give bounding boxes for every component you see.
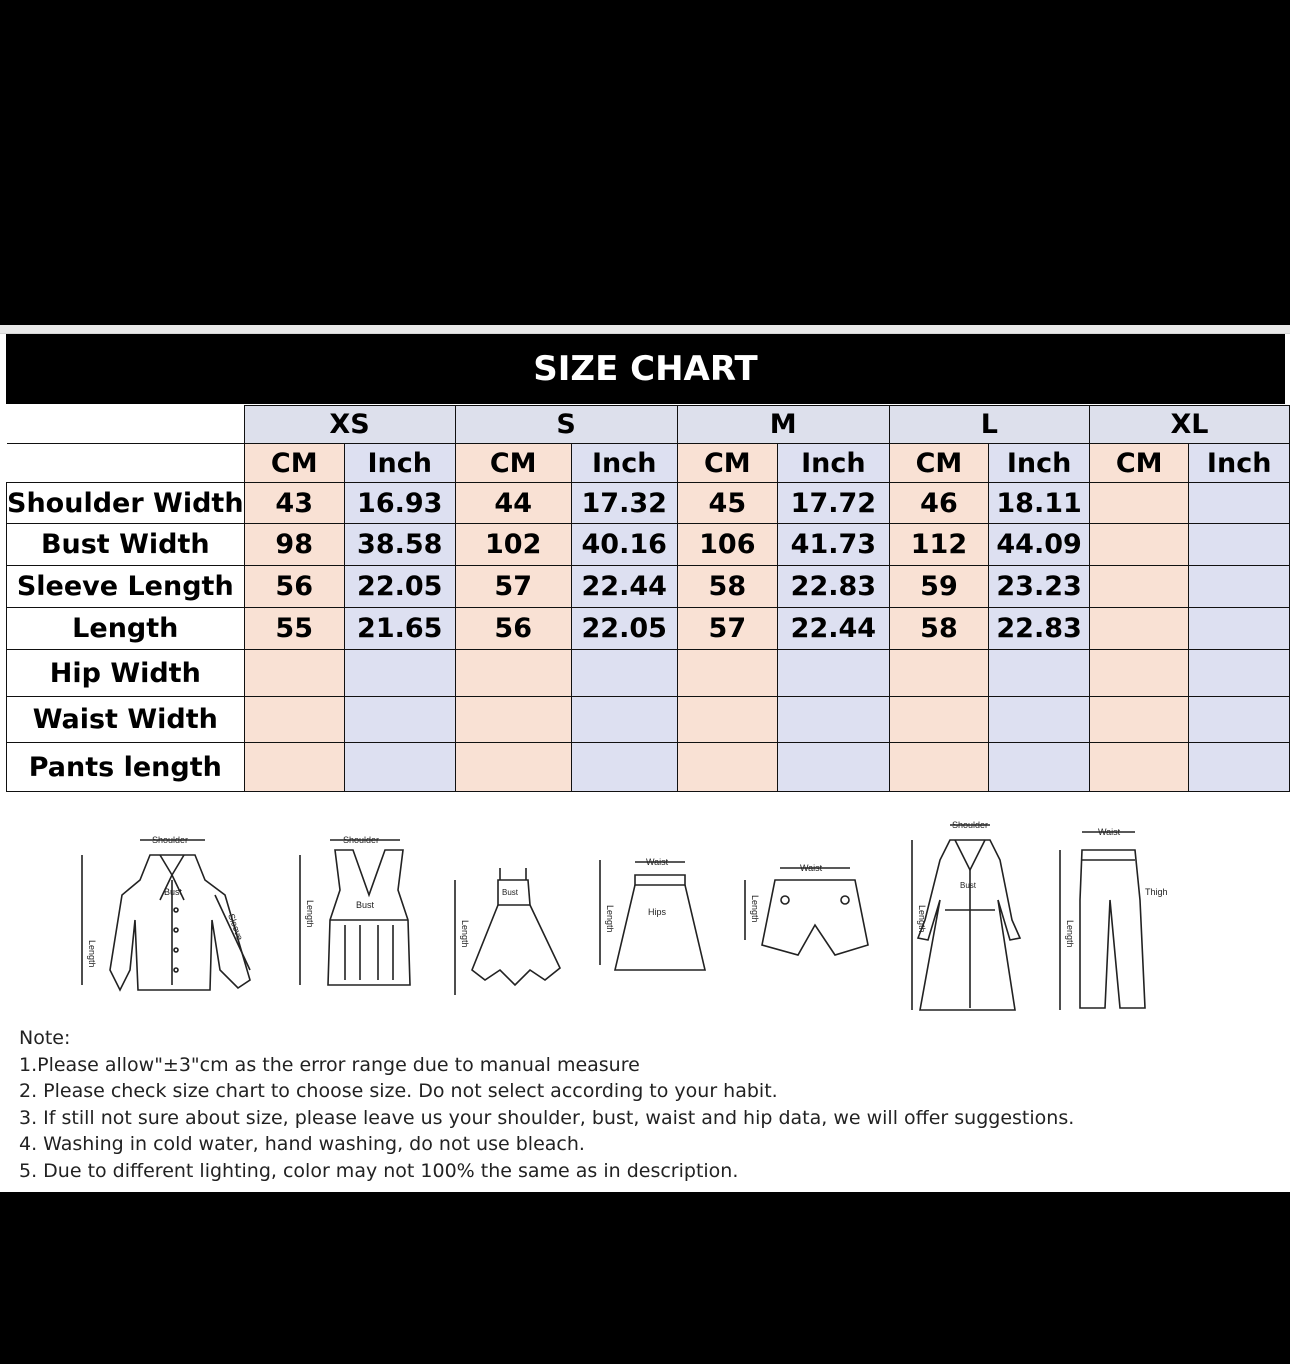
svg-text:Shoulder: Shoulder: [152, 835, 189, 845]
svg-text:Waist: Waist: [646, 857, 669, 867]
unit-inch: Inch: [344, 444, 455, 483]
value-inch-s: [571, 650, 677, 697]
value-cm-m: 57: [677, 608, 777, 650]
value-inch-xl: [1189, 608, 1290, 650]
value-cm-xl: [1090, 566, 1189, 608]
size-header-l: L: [889, 406, 1089, 444]
value-inch-s: 17.32: [571, 483, 677, 524]
value-inch-xs: [344, 697, 455, 743]
value-cm-l: 46: [889, 483, 988, 524]
value-inch-m: [778, 650, 890, 697]
value-cm-xl: [1090, 697, 1189, 743]
row-label: Hip Width: [7, 650, 245, 697]
unit-cm: CM: [1090, 444, 1189, 483]
skirt-diagram-icon: [600, 857, 705, 970]
unit-cm: CM: [455, 444, 571, 483]
note-item: 3. If still not sure about size, please leave us your shoulder, bust, waist and hip data, we will offer suggestions.: [19, 1106, 1075, 1129]
value-cm-m: 58: [677, 566, 777, 608]
value-inch-xl: [1189, 483, 1290, 524]
measurement-row: [7, 524, 1290, 566]
unit-cm: CM: [889, 444, 988, 483]
corner-cell: [7, 406, 245, 444]
unit-header-row: [7, 444, 1290, 483]
note-item: 4. Washing in cold water, hand washing, do not use bleach.: [19, 1133, 585, 1155]
value-inch-s: [571, 697, 677, 743]
value-cm-m: 45: [677, 483, 777, 524]
unit-cm: CM: [677, 444, 777, 483]
value-cm-s: [455, 650, 571, 697]
value-inch-m: [778, 743, 890, 792]
value-inch-m: 41.73: [778, 524, 890, 566]
svg-text:Length: Length: [1065, 920, 1075, 948]
value-inch-s: 22.44: [571, 566, 677, 608]
value-cm-xl: [1090, 608, 1189, 650]
size-header-row: [7, 406, 1290, 444]
value-inch-l: [989, 743, 1090, 792]
value-cm-s: [455, 697, 571, 743]
note-item: 5. Due to different lighting, color may not 100% the same as in description.: [19, 1159, 739, 1182]
unit-cm: CM: [244, 444, 344, 483]
svg-text:Length: Length: [460, 920, 470, 948]
value-cm-m: [677, 743, 777, 792]
value-cm-xs: [244, 650, 344, 697]
value-inch-xs: [344, 650, 455, 697]
size-chart-title: SIZE CHART: [6, 334, 1285, 404]
value-inch-xs: 16.93: [344, 483, 455, 524]
value-inch-xl: [1189, 650, 1290, 697]
value-inch-s: 22.05: [571, 608, 677, 650]
note-item: 2. Please check size chart to choose size. Do not select according to your habit.: [19, 1080, 778, 1102]
svg-text:Bust: Bust: [960, 881, 977, 890]
value-inch-l: 18.11: [989, 483, 1090, 524]
row-label: Length: [7, 608, 245, 650]
value-inch-l: 44.09: [989, 524, 1090, 566]
value-inch-m: [778, 697, 890, 743]
value-cm-m: 106: [677, 524, 777, 566]
note-item: 1.Please allow"±3"cm as the error range due to manual measure: [19, 1053, 640, 1076]
measurement-row: [7, 483, 1290, 524]
blouse-diagram-icon: [82, 835, 250, 990]
value-inch-s: 40.16: [571, 524, 677, 566]
value-cm-s: 57: [455, 566, 571, 608]
dress-diagram-icon: [455, 868, 560, 995]
unit-inch: Inch: [1189, 444, 1290, 483]
value-cm-xs: 98: [244, 524, 344, 566]
measurement-row: [7, 566, 1290, 608]
value-cm-xl: [1090, 743, 1189, 792]
row-label: Shoulder Width: [7, 483, 245, 524]
notes-heading: Note:: [19, 1027, 71, 1049]
svg-text:Thigh: Thigh: [1145, 887, 1168, 897]
size-header-m: M: [677, 406, 889, 444]
value-cm-xs: 55: [244, 608, 344, 650]
value-inch-m: 22.83: [778, 566, 890, 608]
value-cm-xs: [244, 697, 344, 743]
measurement-row: [7, 697, 1290, 743]
value-cm-s: 102: [455, 524, 571, 566]
svg-text:Waist: Waist: [1098, 827, 1121, 837]
value-inch-xl: [1189, 743, 1290, 792]
value-inch-l: 23.23: [989, 566, 1090, 608]
svg-text:Waist: Waist: [800, 863, 823, 873]
svg-text:Shoulder: Shoulder: [343, 835, 380, 845]
row-label: Waist Width: [7, 697, 245, 743]
svg-text:Length: Length: [750, 895, 760, 923]
value-cm-xs: 43: [244, 483, 344, 524]
svg-text:Shoulder: Shoulder: [952, 820, 989, 830]
measurement-row: [7, 650, 1290, 697]
svg-text:Hips: Hips: [648, 907, 667, 917]
unit-inch: Inch: [989, 444, 1090, 483]
garment-illustrations: [60, 820, 1190, 1025]
svg-text:Bust: Bust: [502, 888, 519, 897]
value-inch-m: 17.72: [778, 483, 890, 524]
value-inch-s: [571, 743, 677, 792]
value-inch-l: [989, 650, 1090, 697]
value-cm-xs: [244, 743, 344, 792]
tank-top-diagram-icon: [300, 835, 410, 985]
value-cm-l: 58: [889, 608, 988, 650]
value-cm-m: [677, 697, 777, 743]
sheet-top-edge: [0, 325, 1290, 334]
row-label: Sleeve Length: [7, 566, 245, 608]
size-header-s: S: [455, 406, 677, 444]
value-cm-l: [889, 743, 988, 792]
measurement-row: [7, 743, 1290, 792]
value-inch-xl: [1189, 697, 1290, 743]
svg-text:Length: Length: [917, 905, 927, 933]
row-label: Bust Width: [7, 524, 245, 566]
value-cm-xs: 56: [244, 566, 344, 608]
value-inch-xs: 22.05: [344, 566, 455, 608]
corner-cell: [7, 444, 245, 483]
value-inch-xs: 21.65: [344, 608, 455, 650]
value-cm-s: 56: [455, 608, 571, 650]
coat-diagram-icon: [912, 820, 1020, 1010]
size-chart-sheet: [0, 325, 1290, 1192]
jeans-diagram-icon: [1060, 827, 1168, 1010]
size-header-xs: XS: [244, 406, 455, 444]
value-cm-s: 44: [455, 483, 571, 524]
shorts-diagram-icon: [745, 863, 868, 955]
size-header-xl: XL: [1090, 406, 1290, 444]
svg-text:Bust: Bust: [164, 887, 183, 897]
svg-text:Length: Length: [605, 905, 615, 933]
value-cm-l: [889, 697, 988, 743]
value-cm-s: [455, 743, 571, 792]
value-inch-xl: [1189, 524, 1290, 566]
size-table: [6, 405, 1290, 792]
row-label: Pants length: [7, 743, 245, 792]
svg-text:Sleeve: Sleeve: [226, 912, 245, 942]
notes-section: [19, 1025, 1279, 1184]
value-cm-l: 112: [889, 524, 988, 566]
value-cm-m: [677, 650, 777, 697]
value-inch-l: [989, 697, 1090, 743]
value-inch-xs: 38.58: [344, 524, 455, 566]
measurement-row: [7, 608, 1290, 650]
value-cm-l: 59: [889, 566, 988, 608]
value-cm-l: [889, 650, 988, 697]
value-cm-xl: [1090, 483, 1189, 524]
value-cm-xl: [1090, 524, 1189, 566]
unit-inch: Inch: [571, 444, 677, 483]
unit-inch: Inch: [778, 444, 890, 483]
value-inch-xl: [1189, 566, 1290, 608]
svg-text:Bust: Bust: [356, 900, 375, 910]
svg-text:Length: Length: [305, 900, 315, 928]
value-cm-xl: [1090, 650, 1189, 697]
value-inch-l: 22.83: [989, 608, 1090, 650]
value-inch-xs: [344, 743, 455, 792]
value-inch-m: 22.44: [778, 608, 890, 650]
svg-text:Length: Length: [87, 940, 97, 968]
